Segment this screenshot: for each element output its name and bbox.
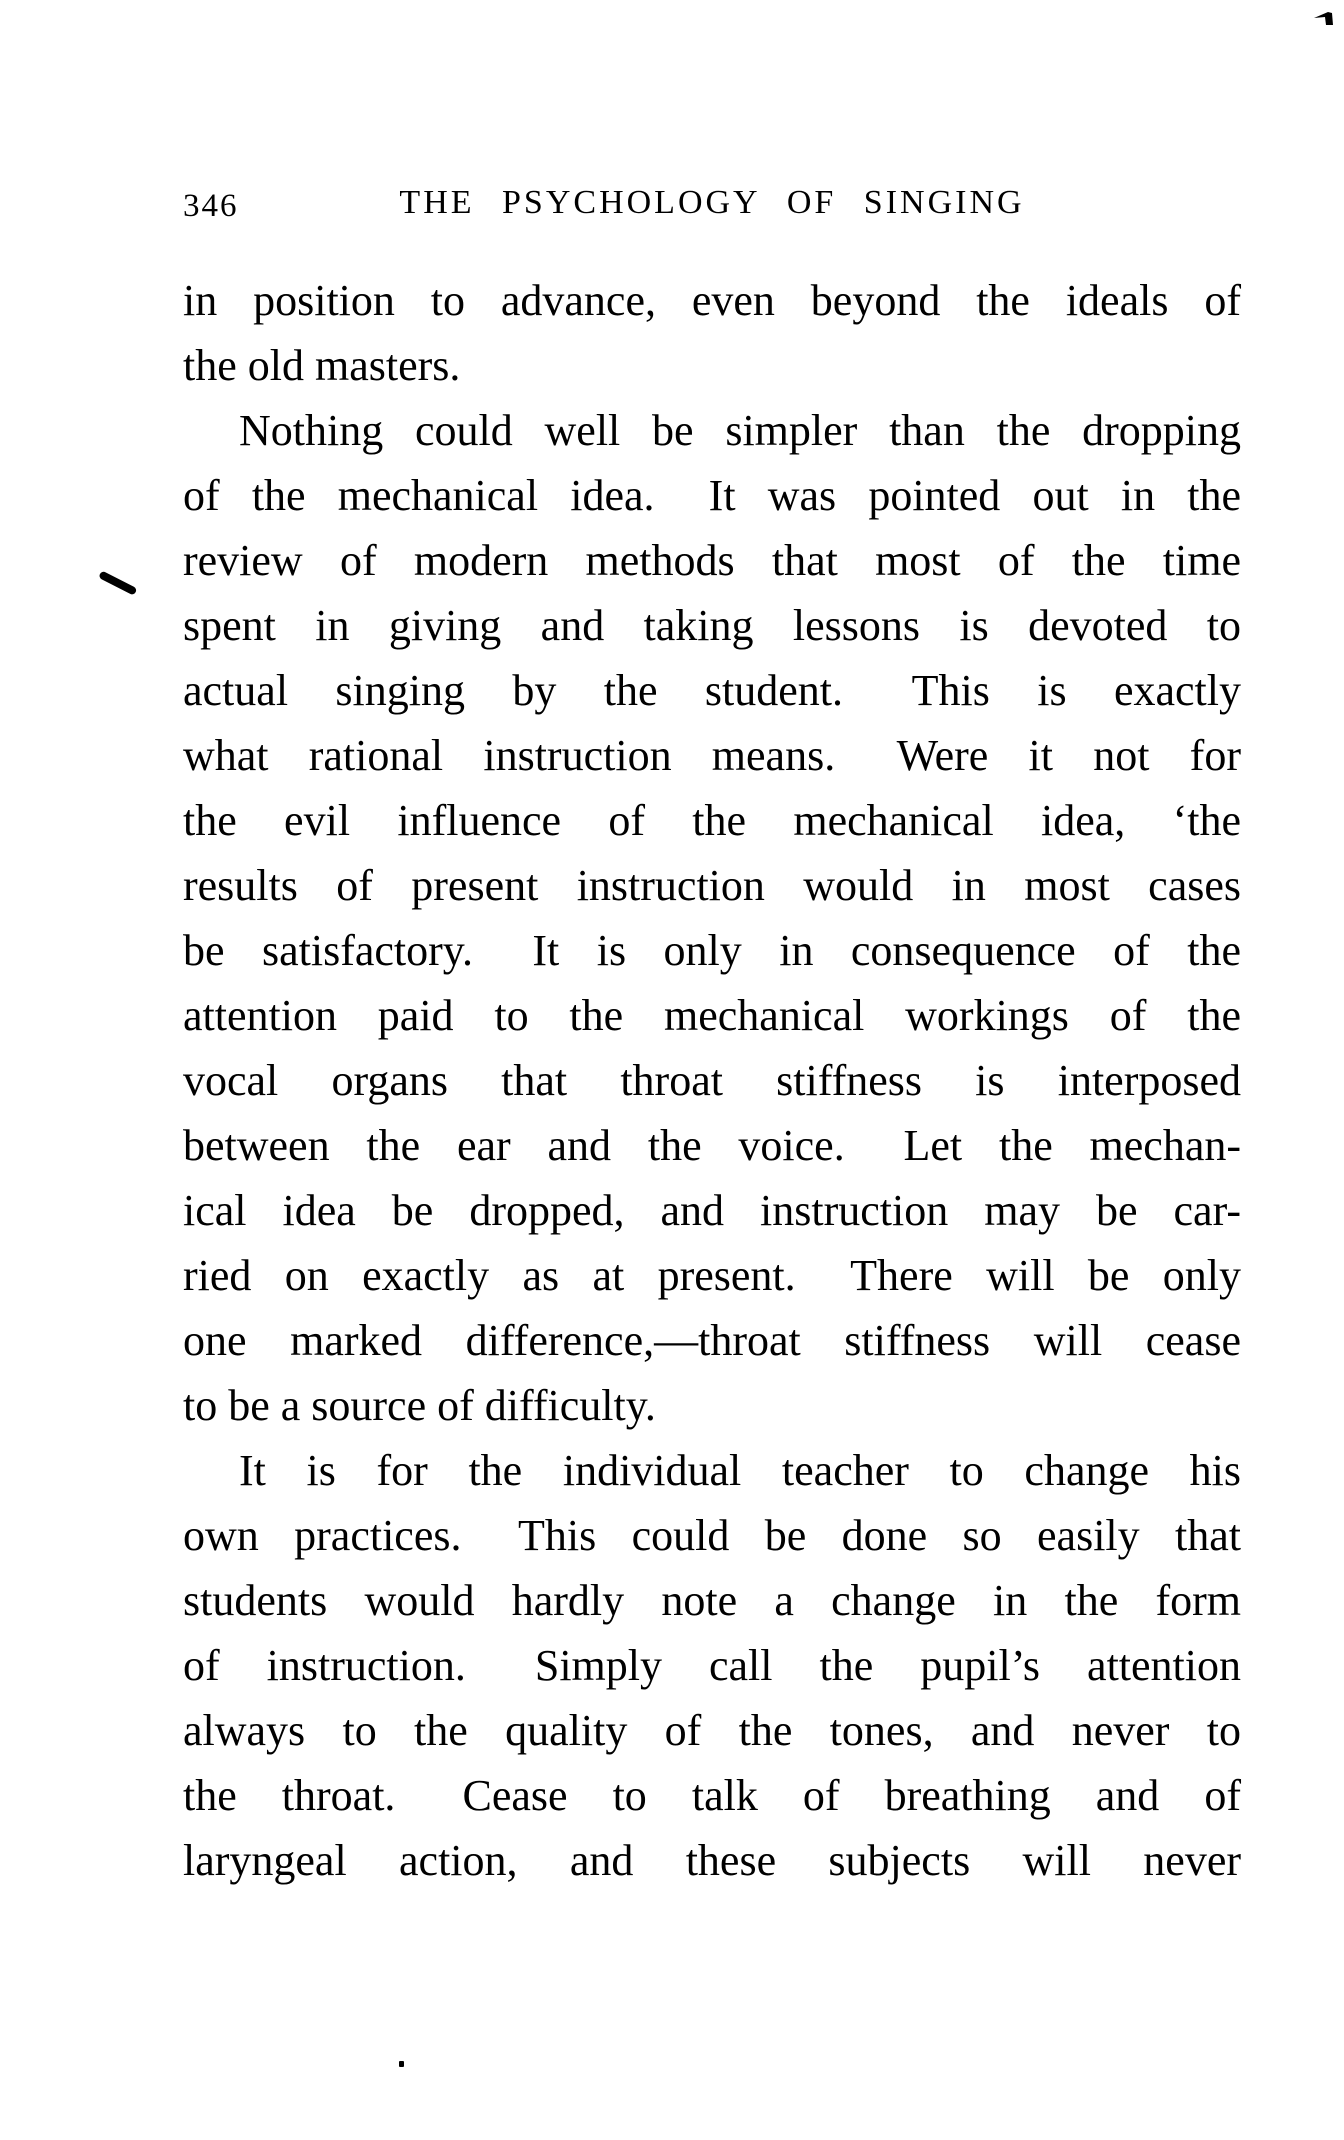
- text-line: vocal organs that throat stiffness is interposed: [183, 1056, 1241, 1105]
- text-line: actual singing by the student. This is exactly: [183, 666, 1241, 715]
- page-header: [183, 184, 1241, 228]
- text-line: one marked difference,—throat stiffness will cease: [183, 1316, 1241, 1365]
- text-line: the old masters.: [183, 341, 461, 390]
- text-line: of instruction. Simply call the pupil’s attention: [183, 1641, 1241, 1690]
- text-line: Nothing could well be simpler than the dropping: [239, 406, 1241, 455]
- text-line: what rational instruction means. Were it not for: [183, 731, 1241, 780]
- text-line: between the ear and the voice. Let the mechan-: [183, 1121, 1241, 1170]
- running-title: THE PSYCHOLOGY OF SINGING: [399, 184, 1025, 221]
- text-line: of the mechanical idea. It was pointed out in the: [183, 471, 1241, 520]
- pen-tick-shape: [1314, 12, 1334, 28]
- text-line: It is for the individual teacher to change his: [239, 1446, 1241, 1495]
- text-line: students would hardly note a change in the form: [183, 1576, 1241, 1625]
- text-line: ried on exactly as at present. There will be only: [183, 1251, 1241, 1300]
- text-line: to be a source of difficulty.: [183, 1381, 656, 1430]
- text-line: in position to advance, even beyond the ideals of: [183, 276, 1241, 325]
- text-line: laryngeal action, and these subjects will never: [183, 1836, 1241, 1885]
- text-line: attention paid to the mechanical workings of the: [183, 991, 1241, 1040]
- ink-speck: [399, 2061, 404, 2067]
- text-line: own practices. This could be done so easily that: [183, 1511, 1241, 1560]
- text-line: the evil influence of the mechanical idea, ‘the: [183, 796, 1241, 845]
- text-line: be satisfactory. It is only in consequence of the: [183, 926, 1241, 975]
- pen-stroke-icon: [98, 570, 137, 595]
- text-line: results of present instruction would in most cases: [183, 861, 1241, 910]
- text-line: always to the quality of the tones, and never to: [183, 1706, 1241, 1755]
- text-line: the throat. Cease to talk of breathing and of: [183, 1771, 1241, 1820]
- text-line: ical idea be dropped, and instruction may be car-: [183, 1186, 1241, 1235]
- page-number: 346: [183, 188, 239, 224]
- text-line: spent in giving and taking lessons is devoted to: [183, 601, 1241, 650]
- body-text: [183, 268, 1241, 1893]
- pen-tick-icon: [1314, 12, 1334, 28]
- text-line: review of modern methods that most of the time: [183, 536, 1241, 585]
